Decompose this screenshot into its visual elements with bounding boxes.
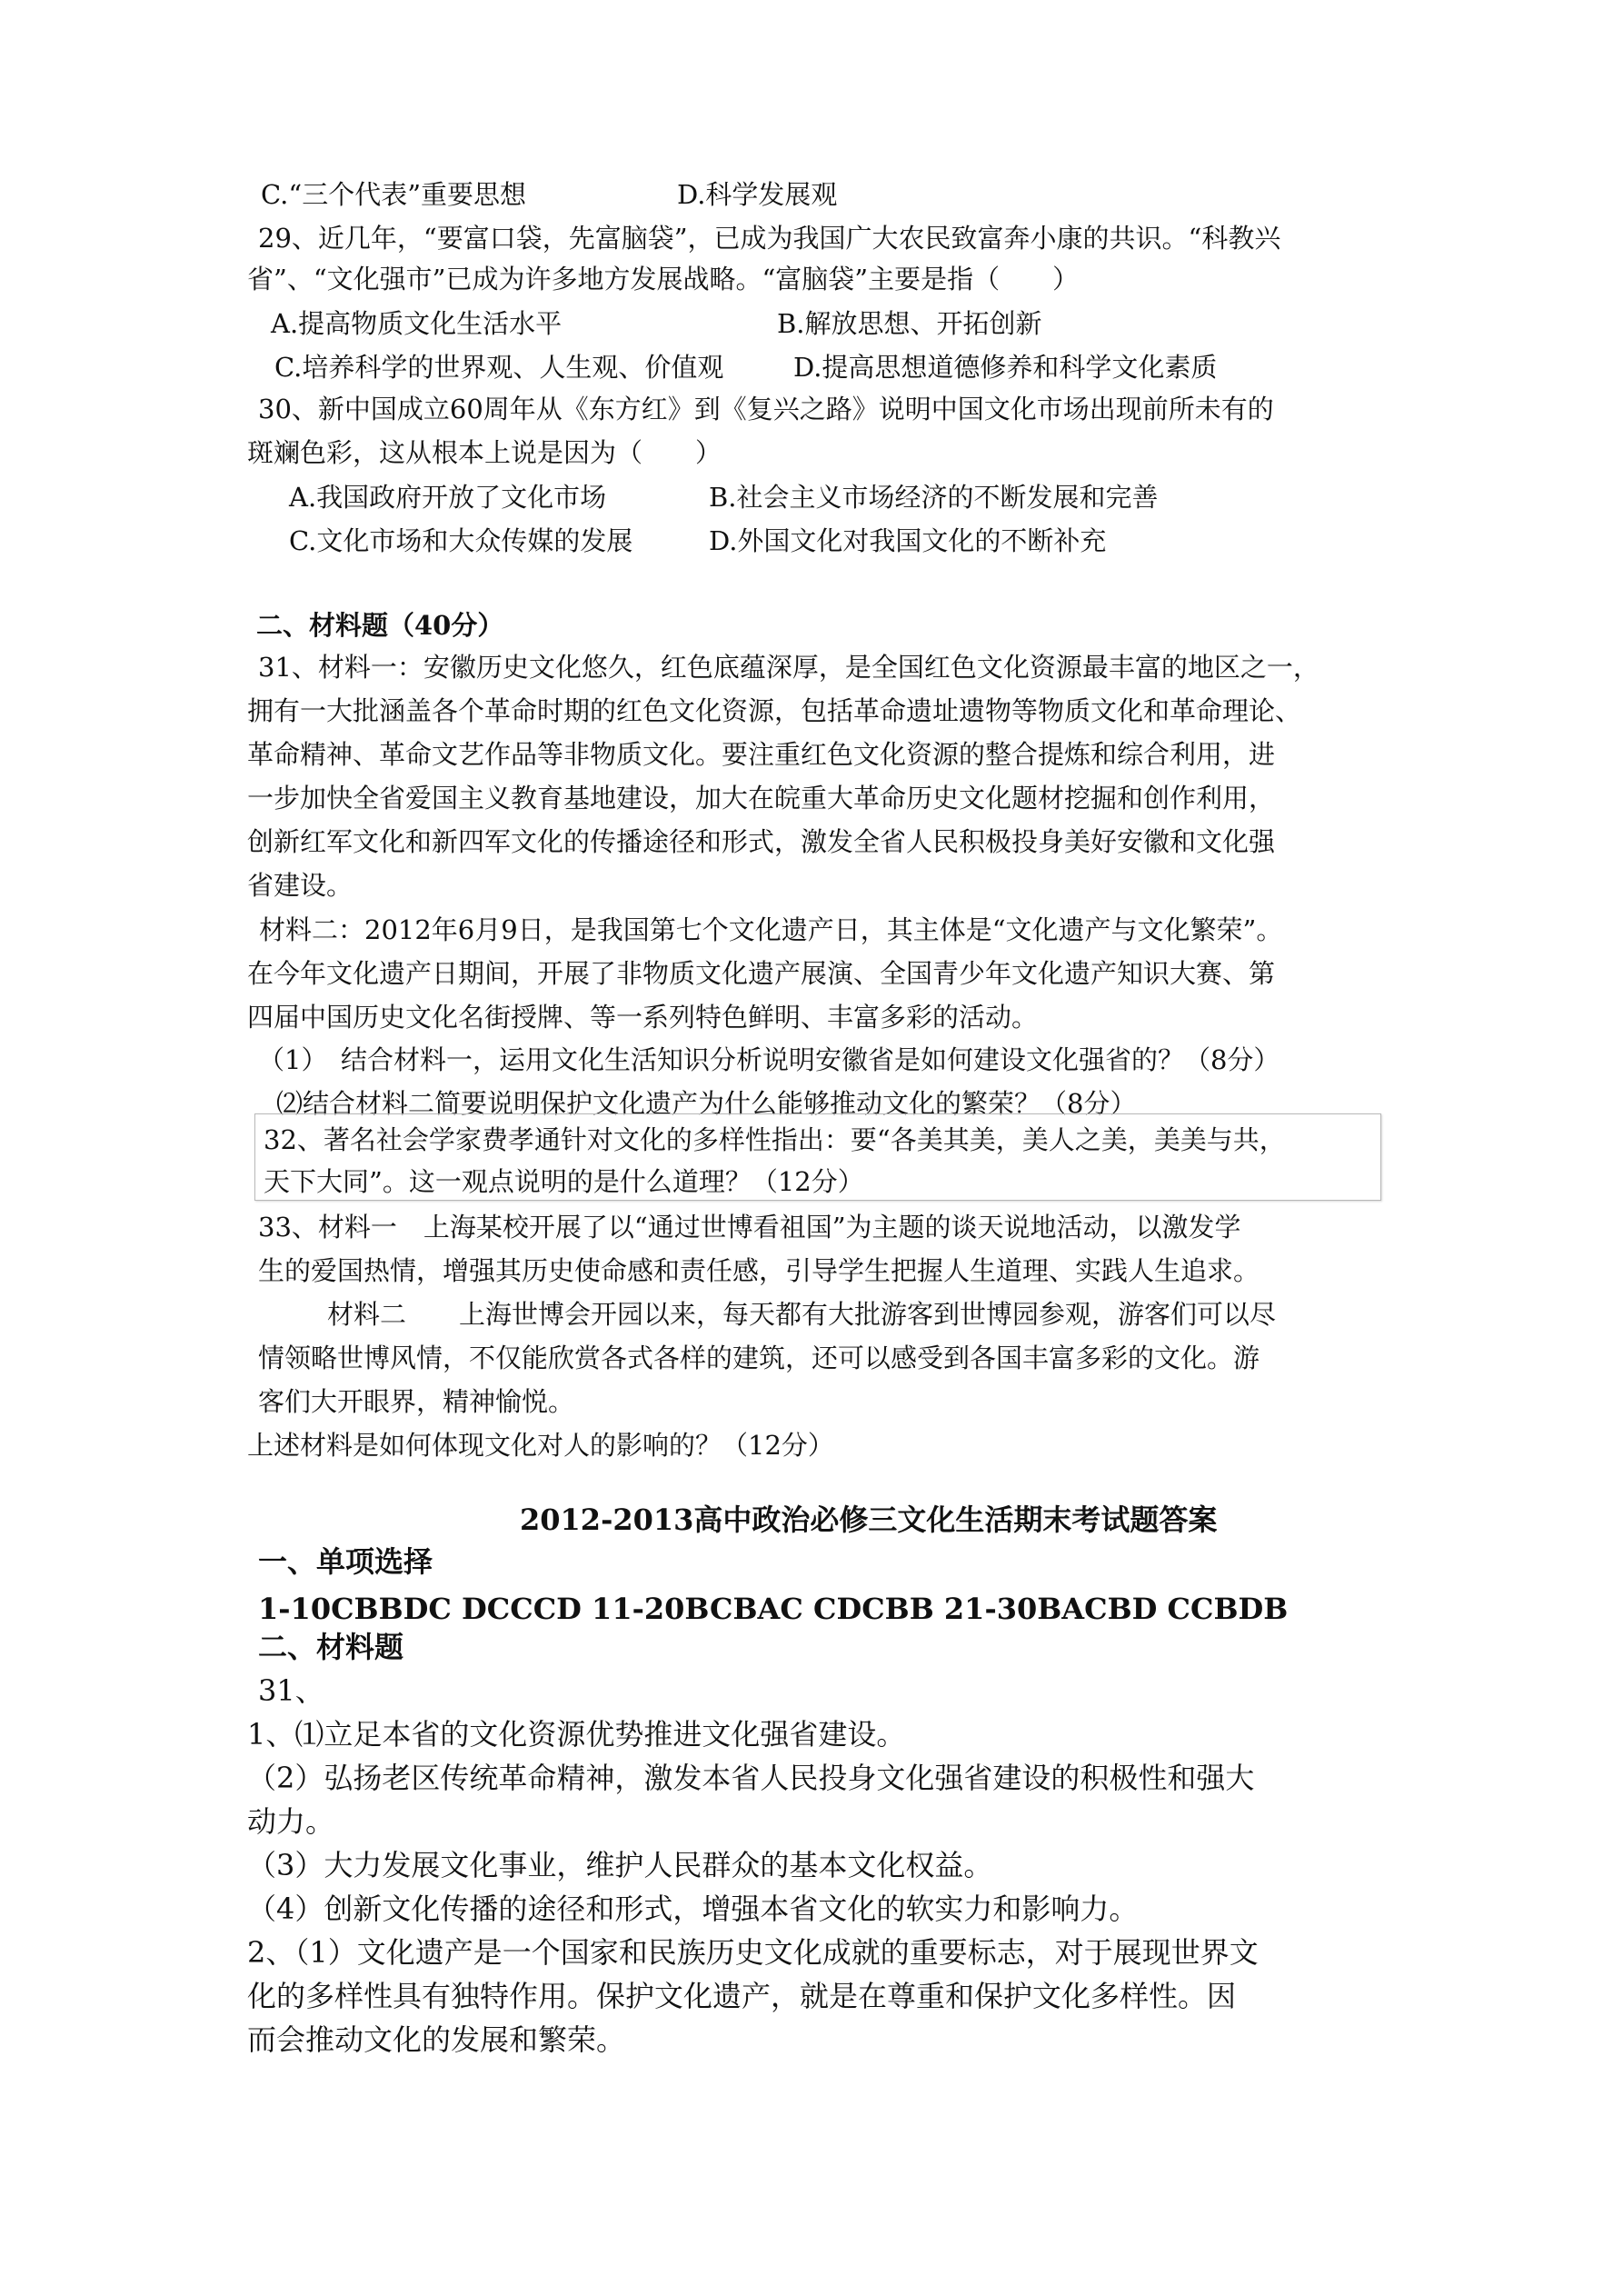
q30-stem-line2: 斑斓色彩，这从根本上说是因为（ ） <box>247 437 722 468</box>
answer-part2-heading: 二、材料题 <box>258 1630 404 1664</box>
answer-part1-heading: 一、单项选择 <box>258 1544 433 1579</box>
q31-material1-line: 拥有一大批涵盖各个革命时期的红色文化资源，包括革命遗址遗物等物质文化和革命理论、 <box>247 695 1302 726</box>
q33-line: 情领略世博风情，不仅能欣赏各式各样的建筑，还可以感受到各国丰富多彩的文化。游 <box>258 1343 1260 1373</box>
answer-line: 1、⑴立足本省的文化资源优势推进文化强省建设。 <box>247 1717 906 1752</box>
q29-stem-line2: 省”、“文化强市”已成为许多地方发展战略。“富脑袋”主要是指（ ） <box>247 264 1080 294</box>
q28-option-d: D.科学发展观 <box>677 179 838 210</box>
q29-option-d: D.提高思想道德修养和科学文化素质 <box>793 352 1218 383</box>
q30-option-b: B.社会主义市场经济的不断发展和完善 <box>709 482 1159 513</box>
answer-q31-label: 31、 <box>258 1673 324 1708</box>
q28-option-c: C.“三个代表”重要思想 <box>261 179 527 210</box>
section2-heading: 二、材料题（40分） <box>256 610 504 641</box>
q31-subquestion-2: ⑵结合材料二简要说明保护文化遗产为什么能够推动文化的繁荣？（8分） <box>276 1088 1137 1119</box>
q29-stem-line1: 29、近几年，“要富口袋，先富脑袋”，已成为我国广大农民致富奔小康的共识。“科教兴 <box>258 223 1281 254</box>
q32-line1: 32、著名社会学家费孝通针对文化的多样性指出：要“各美其美，美人之美，美美与共， <box>264 1124 1286 1155</box>
q31-material1-line: 省建设。 <box>247 870 353 901</box>
q30-option-a: A.我国政府开放了文化市场 <box>289 482 607 513</box>
q30-option-c: C.文化市场和大众传媒的发展 <box>289 525 633 556</box>
answer-line: 动力。 <box>247 1804 335 1839</box>
q33-line: 材料二 上海世博会开园以来，每天都有大批游客到世博园参观，游客们可以尽 <box>327 1299 1277 1330</box>
q32-line2: 天下大同”。这一观点说明的是什么道理？（12分） <box>264 1166 864 1197</box>
q30-option-d: D.外国文化对我国文化的不断补充 <box>709 525 1107 556</box>
q31-material1-line: 创新红军文化和新四军文化的传播途径和形式，激发全省人民积极投身美好安徽和文化强 <box>247 826 1276 857</box>
q31-material1-line: 一步加快全省爱国主义教育基地建设，加大在皖重大革命历史文化题材挖掘和创作利用， <box>247 783 1276 814</box>
q30-stem-line1: 30、新中国成立60周年从《东方红》到《复兴之路》说明中国文化市场出现前所未有的 <box>258 394 1274 424</box>
answer-line: （2）弘扬老区传统革命精神，激发本省人民投身文化强省建设的积极性和强大 <box>247 1761 1255 1795</box>
q33-line: 客们大开眼界，精神愉悦。 <box>258 1386 575 1417</box>
q33-line: 33、材料一 上海某校开展了以“通过世博看祖国”为主题的谈天说地活动，以激发学 <box>258 1212 1241 1243</box>
answer-line: 2、（1）文化遗产是一个国家和民族历史文化成就的重要标志，对于展现世界文 <box>247 1935 1259 1970</box>
answer-part1-values: 1-10CBBDC DCCCD 11-20BCBAC CDCBB 21-30BACBD CCBDB <box>258 1592 1289 1626</box>
answer-line: 而会推动文化的发展和繁荣。 <box>247 2022 626 2057</box>
q29-option-b: B.解放思想、开拓创新 <box>777 308 1042 339</box>
answer-line: 化的多样性具有独特作用。保护文化遗产，就是在尊重和保护文化多样性。因 <box>247 1979 1237 2013</box>
q33-question: 上述材料是如何体现文化对人的影响的？（12分） <box>247 1430 834 1461</box>
q31-material1-line: 革命精神、革命文艺作品等非物质文化。要注重红色文化资源的整合提炼和综合利用，进 <box>247 739 1276 770</box>
q31-material2-line: 材料二：2012年6月9日，是我国第七个文化遗产日，其主体是“文化遗产与文化繁荣”。 <box>259 914 1283 945</box>
q33-line: 生的爱国热情，增强其历史使命感和责任感，引导学生把握人生道理、实践人生追求。 <box>258 1255 1260 1286</box>
q29-option-c: C.培养科学的世界观、人生观、价值观 <box>274 352 724 383</box>
answer-line: （3）大力发展文化事业，维护人民群众的基本文化权益。 <box>247 1848 993 1882</box>
q31-material2-line: 四届中国历史文化名街授牌、等一系列特色鲜明、丰富多彩的活动。 <box>247 1002 1039 1033</box>
q29-option-a: A.提高物质文化生活水平 <box>271 308 563 339</box>
q31-subquestion-1: （1） 结合材料一，运用文化生活知识分析说明安徽省是如何建设文化强省的？（8分） <box>258 1044 1280 1075</box>
q31-material1-line: 31、材料一：安徽历史文化悠久，红色底蕴深厚，是全国红色文化资源最丰富的地区之一， <box>258 652 1319 683</box>
answer-line: （4）创新文化传播的途径和形式，增强本省文化的软实力和影响力。 <box>247 1892 1139 1926</box>
q31-material2-line: 在今年文化遗产日期间，开展了非物质文化遗产展演、全国青少年文化遗产知识大赛、第 <box>247 958 1276 989</box>
answer-key-title: 2012-2013高中政治必修三文化生活期末考试题答案 <box>520 1502 1218 1537</box>
